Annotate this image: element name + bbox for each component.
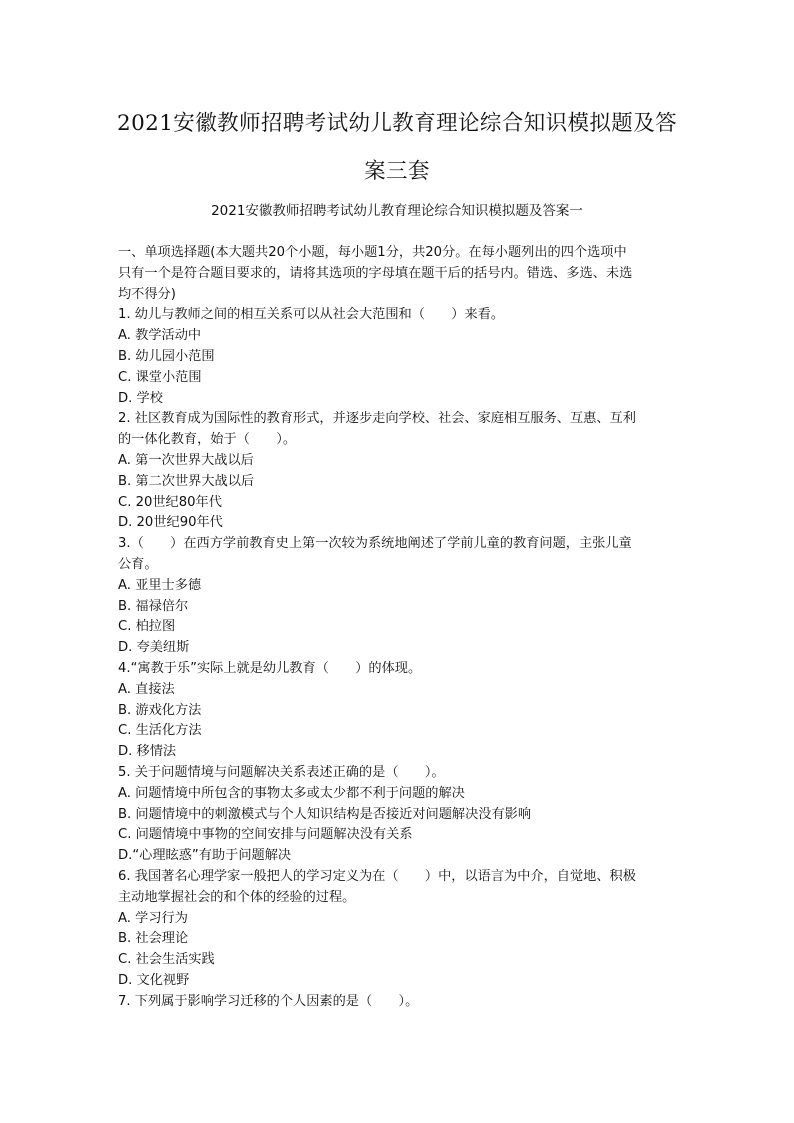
document-subtitle: 2021安徽教师招聘考试幼儿教育理论综合知识模拟题及答案一: [211, 203, 583, 219]
text-line: 3.（ ）在西方学前教育史上第一次较为系统地阐述了学前儿童的教育问题，主张儿童: [118, 536, 632, 552]
text-line: 一、单项选择题(本大题共20个小题，每小题1分，共20分。在每小题列出的四个选项中: [118, 245, 627, 260]
text-line: B. 福禄倍尔: [118, 598, 189, 614]
text-line: C. 课堂小范围: [118, 369, 202, 385]
text-line: C. 问题情境中事物的空间安排与问题解决没有关系: [118, 827, 413, 843]
text-line: D. 文化视野: [118, 972, 190, 988]
title-line-2: 案三套: [364, 159, 430, 184]
text-line: B. 问题情境中的刺激模式与个人知识结构是否接近对问题解决没有影响: [118, 806, 532, 822]
text-line: D. 20世纪90年代: [118, 515, 223, 531]
document-title: [100, 100, 694, 196]
text-line: 4.“寓教于乐”实际上就是幼儿教育（ ）的体现。: [118, 660, 422, 676]
text-line: 均不得分): [118, 286, 176, 302]
text-line: 7. 下列属于影响学习迁移的个人因素的是（ ）。: [118, 993, 419, 1009]
text-line: D. 学校: [118, 390, 163, 406]
text-line: 只有一个是符合题目要求的，请将其选项的字母填在题干后的括号内。错选、多选、未选: [118, 265, 633, 281]
text-line: A. 学习行为: [118, 910, 188, 926]
text-line: C. 柏拉图: [118, 619, 176, 635]
text-line: A. 问题情境中所包含的事物太多或太少都不利于问题的解决: [118, 785, 465, 801]
text-line: D. 夸美纽斯: [118, 640, 190, 656]
title-line-1: 2021安徽教师招聘考试幼儿教育理论综合知识模拟题及答: [116, 111, 678, 136]
text-line: D. 移情法: [118, 744, 177, 760]
text-line: 5. 关于问题情境与问题解决关系表述正确的是（ ）。: [118, 764, 445, 780]
text-line: B. 游戏化方法: [118, 702, 202, 718]
text-line: C. 社会生活实践: [118, 952, 215, 968]
document-body: [118, 243, 680, 1012]
text-line: A. 教学活动中: [118, 328, 202, 344]
text-line: 6. 我国著名心理学家一般把人的学习定义为在（ ）中，以语言为中介，自觉地、积极: [118, 868, 636, 884]
text-line: B. 第二次世界大战以后: [118, 473, 255, 489]
text-line: 的一体化教育，始于（ ）。: [118, 432, 297, 448]
text-line: B. 幼儿园小范围: [118, 348, 215, 364]
text-line: A. 亚里士多德: [118, 577, 202, 593]
text-line: C. 20世纪80年代: [118, 494, 222, 510]
text-line: 主动地掌握社会的和个体的经验的过程。: [118, 889, 356, 905]
text-line: A. 直接法: [118, 681, 175, 697]
text-line: 1. 幼儿与教师之间的相互关系可以从社会大范围和（ ）来看。: [118, 307, 505, 323]
text-line: C. 生活化方法: [118, 723, 202, 739]
text-line: A. 第一次世界大战以后: [118, 452, 254, 468]
text-line: 2. 社区教育成为国际性的教育形式，并逐步走向学校、社会、家庭相互服务、互惠、互利: [118, 411, 636, 427]
text-line: 公育。: [118, 556, 158, 572]
text-line: B. 社会理论: [118, 931, 189, 947]
text-line: D.“心理眩惑”有助于问题解决: [118, 848, 292, 864]
